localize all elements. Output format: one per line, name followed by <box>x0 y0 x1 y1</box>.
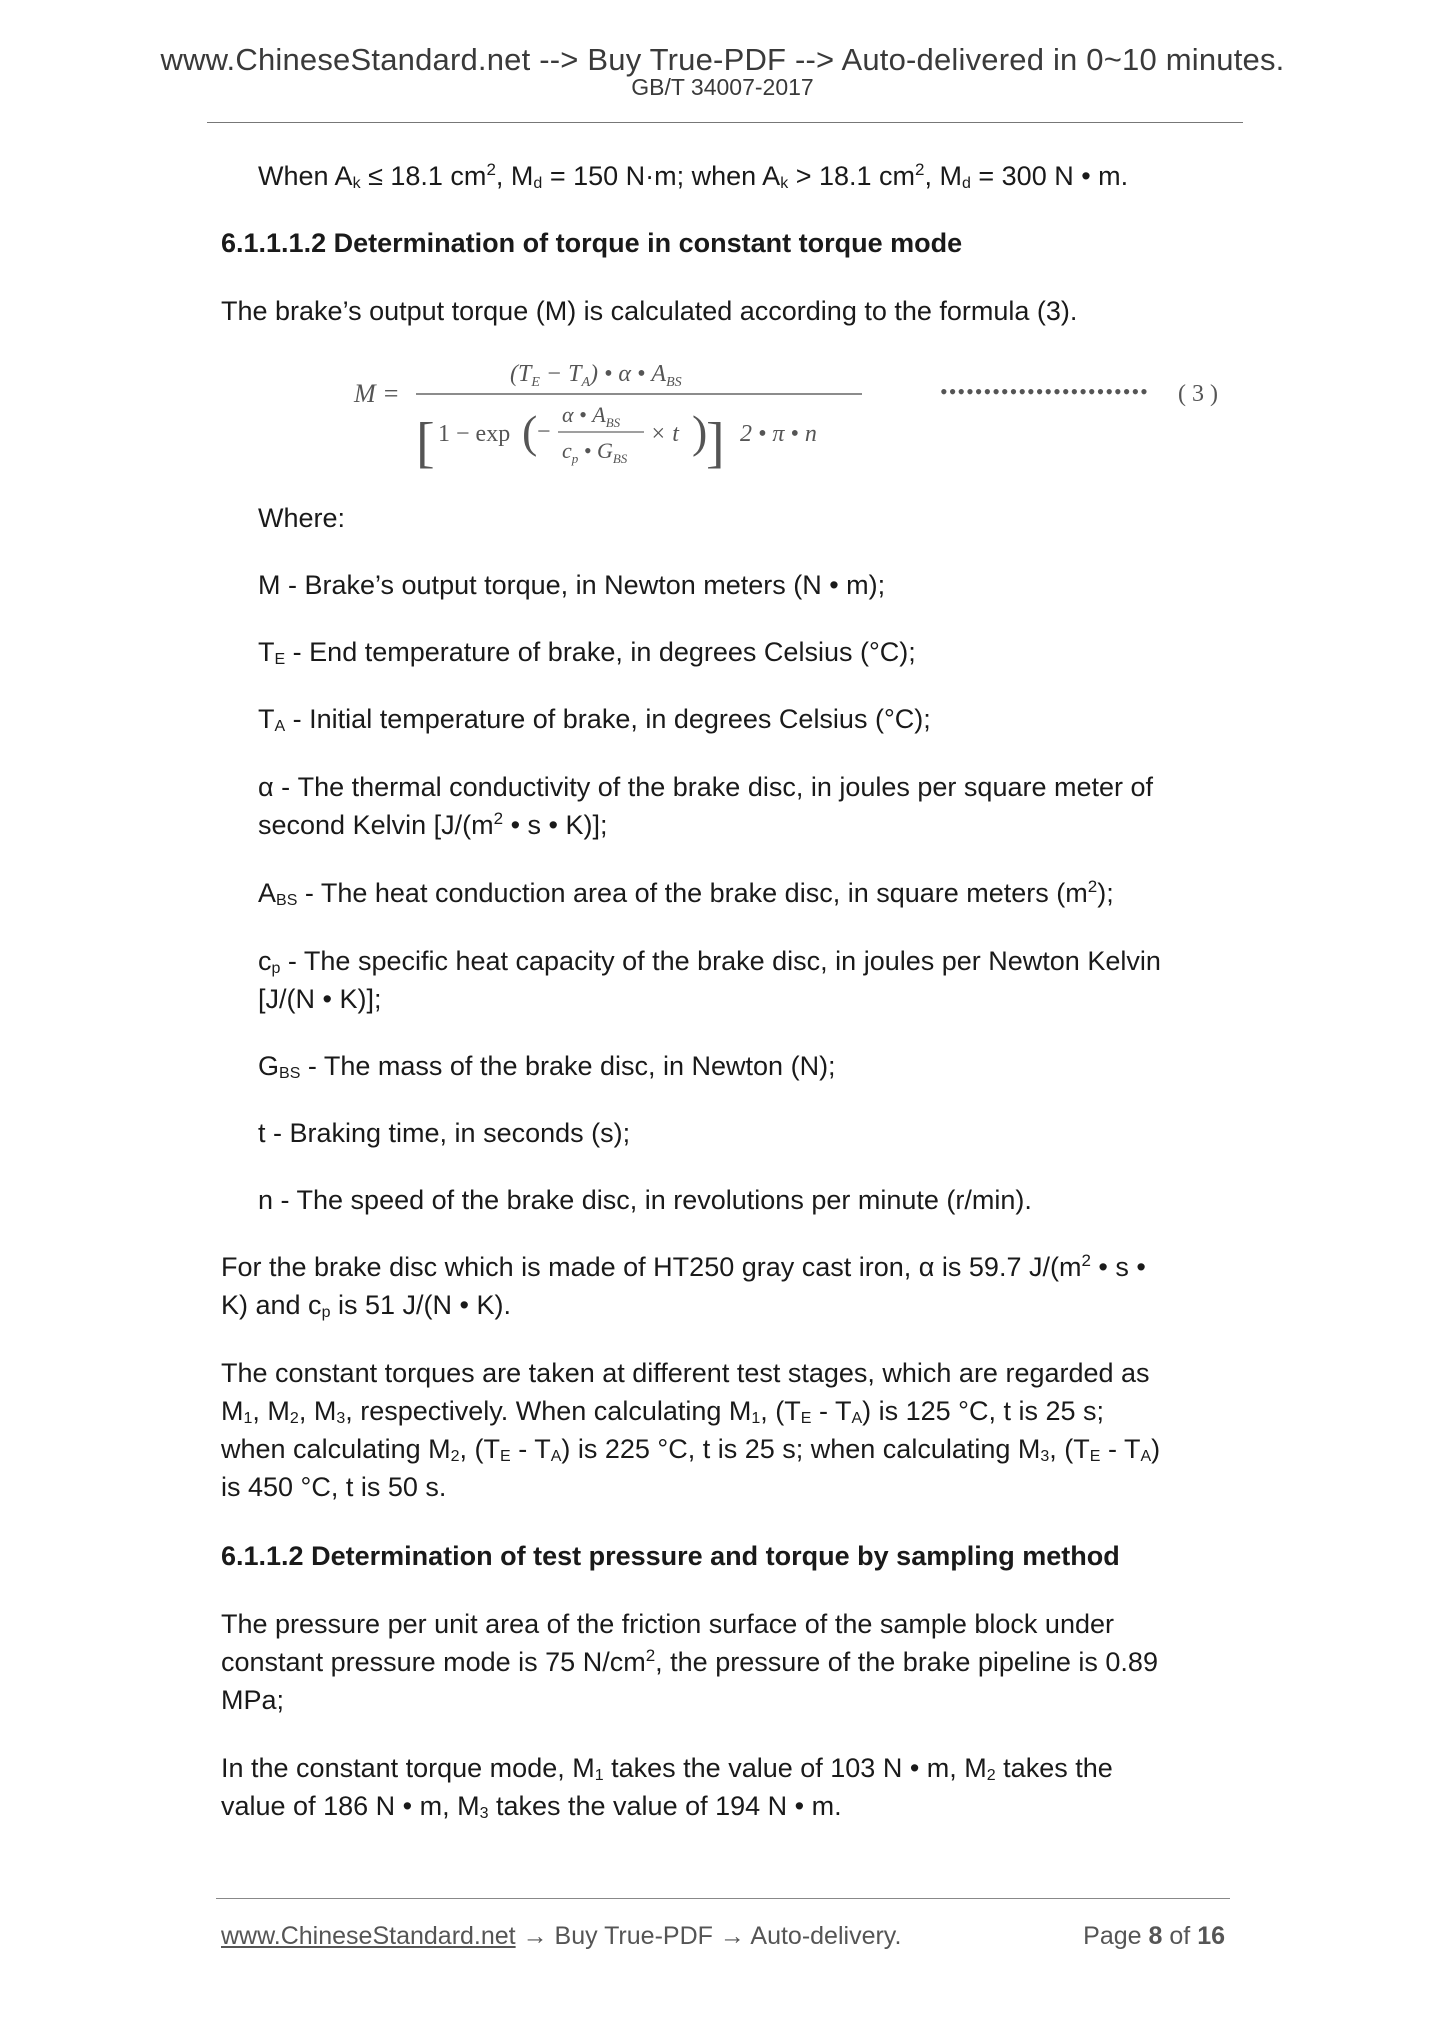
def-te: $T_E$ - End temperature of brake, in degrees Celsius (°C); <box>258 637 916 668</box>
def-t: t - Braking time, in seconds (s); <box>258 1118 631 1148</box>
formula-number: ( 3 ) <box>1178 381 1218 407</box>
formula-paren-close: ) <box>692 406 708 457</box>
footer-tagline: → Buy True-PDF → Auto-delivery. <box>515 1922 902 1950</box>
def-gbs: $G_{BS}$ - The mass of the brake disc, in Newton (N); <box>258 1051 836 1082</box>
formula-exp: 1 − exp <box>438 421 511 447</box>
standard-number: GB/T 34007-2017 <box>631 74 814 100</box>
def-n: n - The speed of the brake disc, in revolutions per minute (r/min). <box>258 1185 1032 1215</box>
section-heading-6-1-1-2: 6.1.1.2 Determination of test pressure and torque by sampling method <box>221 1541 1120 1571</box>
paragraph-torque-values: In the constant torque mode, $M_1$ takes the value of 103 N • m, $M_2$ takes the value of 186 N • m, $M_3$ takes the value of 194 N • m. <box>221 1753 1113 1822</box>
formula-minus: − <box>537 419 551 445</box>
current-page: 8 <box>1148 1922 1163 1950</box>
formula-right-bracket: ] <box>706 412 725 474</box>
formula-den-rest: 2 • π • n <box>740 421 817 447</box>
paragraph-test-stages: The constant torques are taken at different test stages, which are regarded as $M_1$, $M_2$, $M_3$, respectively. When calculating $M_1$, $(T_E - T_A)$ is 125 °C, t is 25 s; when calculating $M_2$, $(T_E - T_A)$ is 225 °C, t is 25 s; when calculating $M_3$, $(T_E - T_A)$ is 450 °C, t is 50 s. <box>221 1358 1161 1502</box>
header-banner: www.ChineseStandard.net --> Buy True-PDF --> Auto-delivered in 0~10 minutes. <box>160 42 1285 77</box>
def-ta: $T_A$ - Initial temperature of brake, in degrees Celsius (°C); <box>258 704 931 735</box>
def-alpha: α - The thermal conductivity of the brake disc, in joules per square meter of second Kelvin [$J/(m^2$ • s • K)]; <box>258 772 1154 840</box>
formula-leader: •••••••••••••••••••••••• <box>940 379 1149 404</box>
header-divider <box>207 122 1243 123</box>
paragraph-pressure: The pressure per unit area of the friction surface of the sample block under constant pressure mode is 75 $N/cm^2$, the pressure of the brake pipeline is 0.89 MPa; <box>221 1609 1158 1715</box>
def-m: M - Brake’s output torque, in Newton meters (N • m); <box>258 570 886 600</box>
where-label: Where: <box>258 503 346 533</box>
formula-intro: The brake’s output torque (M) is calculated according to the formula (3). <box>221 296 1078 326</box>
formula-inner-numerator: α • $A_{BS}$ <box>562 402 621 430</box>
paragraph-ht250: For the brake disc which is made of HT250 gray cast iron, α is 59.7 $J/(m^2$ • s • K) and $c_p$ is 51 J/(N • K). <box>221 1251 1146 1321</box>
footer-page-indicator: Page 8 of 16 <box>1083 1922 1225 1950</box>
formula-lhs: M = <box>354 379 400 408</box>
formula-3 <box>340 355 1240 480</box>
line-md-values: When $A_k \le 18.1$ $cm^2$, $M_d = 150$ N·m; when $A_k > 18.1$ $cm^2$, $M_d = 300$ N • m. <box>258 160 1129 192</box>
def-abs: $A_{BS}$ - The heat conduction area of the brake disc, in square meters $(m^2)$; <box>258 877 1114 909</box>
formula-times-t: × t <box>650 421 679 447</box>
footer-left <box>221 1922 901 1951</box>
formula-svg <box>340 355 1240 480</box>
formula-inner-denominator: $c_p$ • $G_{BS}$ <box>562 438 628 466</box>
formula-left-bracket: [ <box>416 412 435 474</box>
section-heading-6-1-1-1-2: 6.1.1.1.2 Determination of torque in constant torque mode <box>221 228 963 258</box>
def-cp: $c_p$ - The specific heat capacity of the brake disc, in joules per Newton Kelvin [J/(N • K)]; <box>258 946 1161 1014</box>
footer-site-link[interactable]: www.ChineseStandard.net <box>221 1922 516 1950</box>
total-pages: 16 <box>1197 1922 1225 1950</box>
formula-paren-open: ( <box>522 406 538 457</box>
footer-divider <box>216 1898 1230 1899</box>
formula-numerator: $(T_E - T_A)$ • α • $A_{BS}$ <box>510 361 682 390</box>
